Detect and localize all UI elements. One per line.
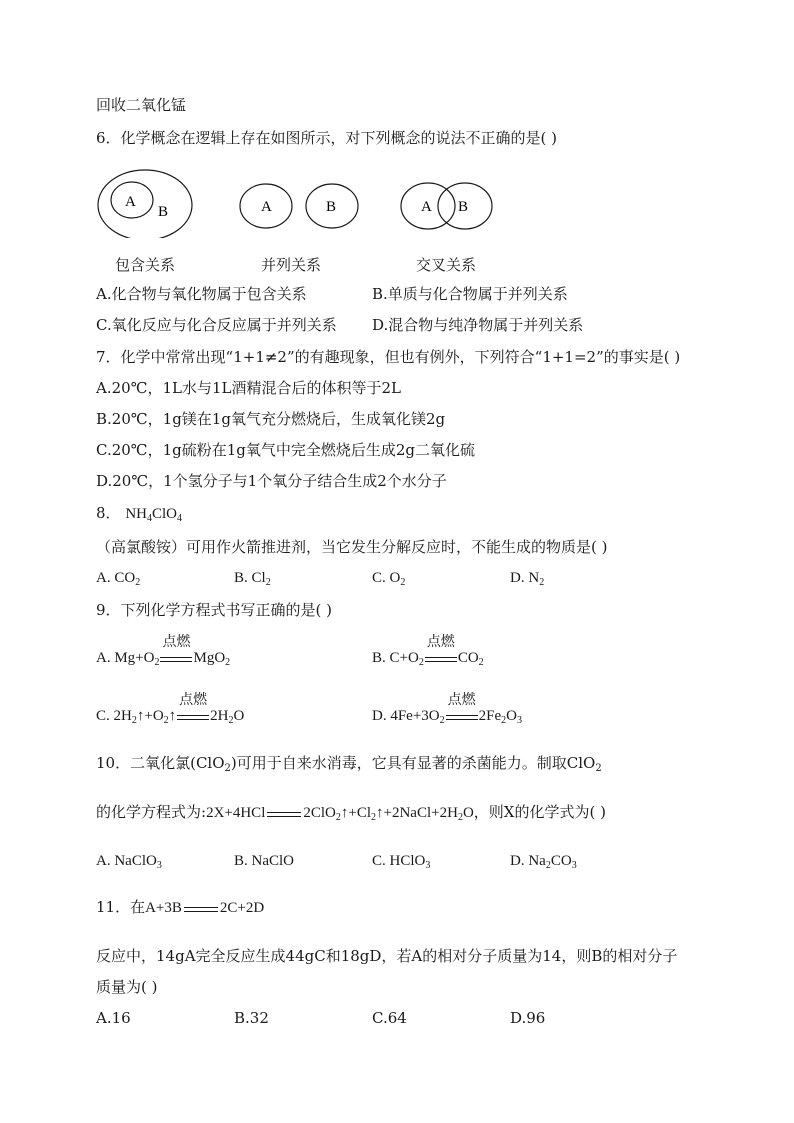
q11-stem-line2: 反应中，14gA完全反应生成44gC和18gD，若A的相对分子质量为14，则B的相对分子 <box>96 947 678 965</box>
q11-equation: A+3B 2C+2D <box>145 900 264 916</box>
parallel-left-label: A <box>261 199 272 215</box>
q6-diagram <box>92 168 512 238</box>
q7-option-d: D.20℃，1个氢分子与1个氧分子结合生成2个水分子 <box>96 472 447 490</box>
ignite-condition-sign: 点燃 <box>160 649 192 669</box>
inclusion-inner-label: A <box>125 194 136 210</box>
q11-option-a: A.16 <box>96 1009 131 1027</box>
intersect-left-label: A <box>421 199 432 215</box>
q9-stem: 9．下列化学方程式书写正确的是( ) <box>96 601 333 619</box>
q8-formula: $NH_4ClO_4$ <box>125 506 183 524</box>
intersect-diagram <box>401 183 492 229</box>
ignite-condition-sign: 点燃 <box>446 707 478 727</box>
q9-option-c: C. $2H_2↑+O_2↑$ 点燃 $2H_2O$ <box>96 692 245 726</box>
continued-text: 回收二氧化锰 <box>96 96 187 114</box>
q10-stem-line2: 的化学方程式为:2X+4HCl $2ClO_2↑+Cl_2↑+2NaCl+2H_2O$，则X的化学式为( ) <box>96 803 606 823</box>
q8-stem-line1 <box>96 503 182 524</box>
q7-option-b: B.20℃，1g镁在1g氧气充分燃烧后，生成氧化镁2g <box>96 410 446 428</box>
q10-option-a: A. NaClO$_3$ <box>96 853 162 871</box>
q8-option-a: A. $CO_2$ <box>96 570 141 588</box>
q6-option-c: C.氧化反应与化合反应属于并列关系 <box>96 316 337 334</box>
q6-stem: 6．化学概念在逻辑上存在如图所示，对下列概念的说法不正确的是( ) <box>96 129 558 147</box>
q9-option-d: D. $4Fe+3O_2$ 点燃 $2Fe_2O_3$ <box>372 692 522 726</box>
q10-option-b: B. NaClO <box>234 853 295 869</box>
q10-stem-line1: 10．二氧化氯(ClO$_2$)可用于自来水消毒，它具有显著的杀菌能力。制取ClO$_2$ <box>96 754 602 774</box>
q10-option-d: D. $Na_2CO_3$ <box>510 853 577 871</box>
q11-stem-line1: 11．在A+3B 2C+2D <box>96 897 264 919</box>
q8-stem-line2: （高氯酸铵）可用作火箭推进剂，当它发生分解反应时，不能生成的物质是( ) <box>96 538 608 556</box>
q8-option-c: C. $O_2$ <box>372 570 406 588</box>
inclusion-outer-label: B <box>158 204 169 220</box>
ignite-condition-sign: 点燃 <box>425 649 457 669</box>
q6-option-a: A.化合物与氧化物属于包含关系 <box>96 285 307 303</box>
q7-stem: 7．化学中常常出现“1+1≠2”的有趣现象，但也有例外，下列符合“1+1=2”的事实是( ) <box>96 348 681 366</box>
q10-option-c: C. HClO$_3$ <box>372 853 431 871</box>
ignite-condition-sign: 点燃 <box>177 707 209 727</box>
inclusion-caption: 包含关系 <box>115 256 176 274</box>
parallel-diagram <box>240 184 358 228</box>
intersect-caption: 交叉关系 <box>416 256 477 274</box>
intersect-right-label: B <box>458 199 469 215</box>
q8-option-b: B. $Cl_2$ <box>234 570 271 588</box>
q10-equation: 2X+4HCl $2ClO_2↑+Cl_2↑+2NaCl+2H_2O$ <box>206 805 474 823</box>
q11-stem-line3: 质量为( ) <box>96 978 158 996</box>
q6-option-d: D.混合物与纯净物属于并列关系 <box>372 316 584 334</box>
q11-option-b: B.32 <box>234 1009 269 1027</box>
q8-option-d: D. $N_2$ <box>510 570 545 588</box>
parallel-right-label: B <box>326 199 337 215</box>
equals-sign <box>265 804 303 824</box>
q11-option-c: C.64 <box>372 1009 407 1027</box>
q9-option-b: B. $C+O_2$ 点燃 $CO_2$ <box>372 634 484 668</box>
q11-option-d: D.96 <box>510 1009 546 1027</box>
q7-option-c: C.20℃，1g硫粉在1g氧气中完全燃烧后生成2g二氧化硫 <box>96 441 476 459</box>
q8-number: 8． <box>96 504 121 522</box>
q9-option-a: A. $Mg+O_2$ 点燃 MgO$_2$ <box>96 634 231 668</box>
q6-option-b: B.单质与化合物属于并列关系 <box>372 285 568 303</box>
equals-sign <box>182 899 220 919</box>
q7-option-a: A.20℃，1L水与1L酒精混合后的体积等于2L <box>96 379 401 397</box>
inclusion-diagram <box>98 170 192 238</box>
parallel-caption: 并列关系 <box>261 256 322 274</box>
